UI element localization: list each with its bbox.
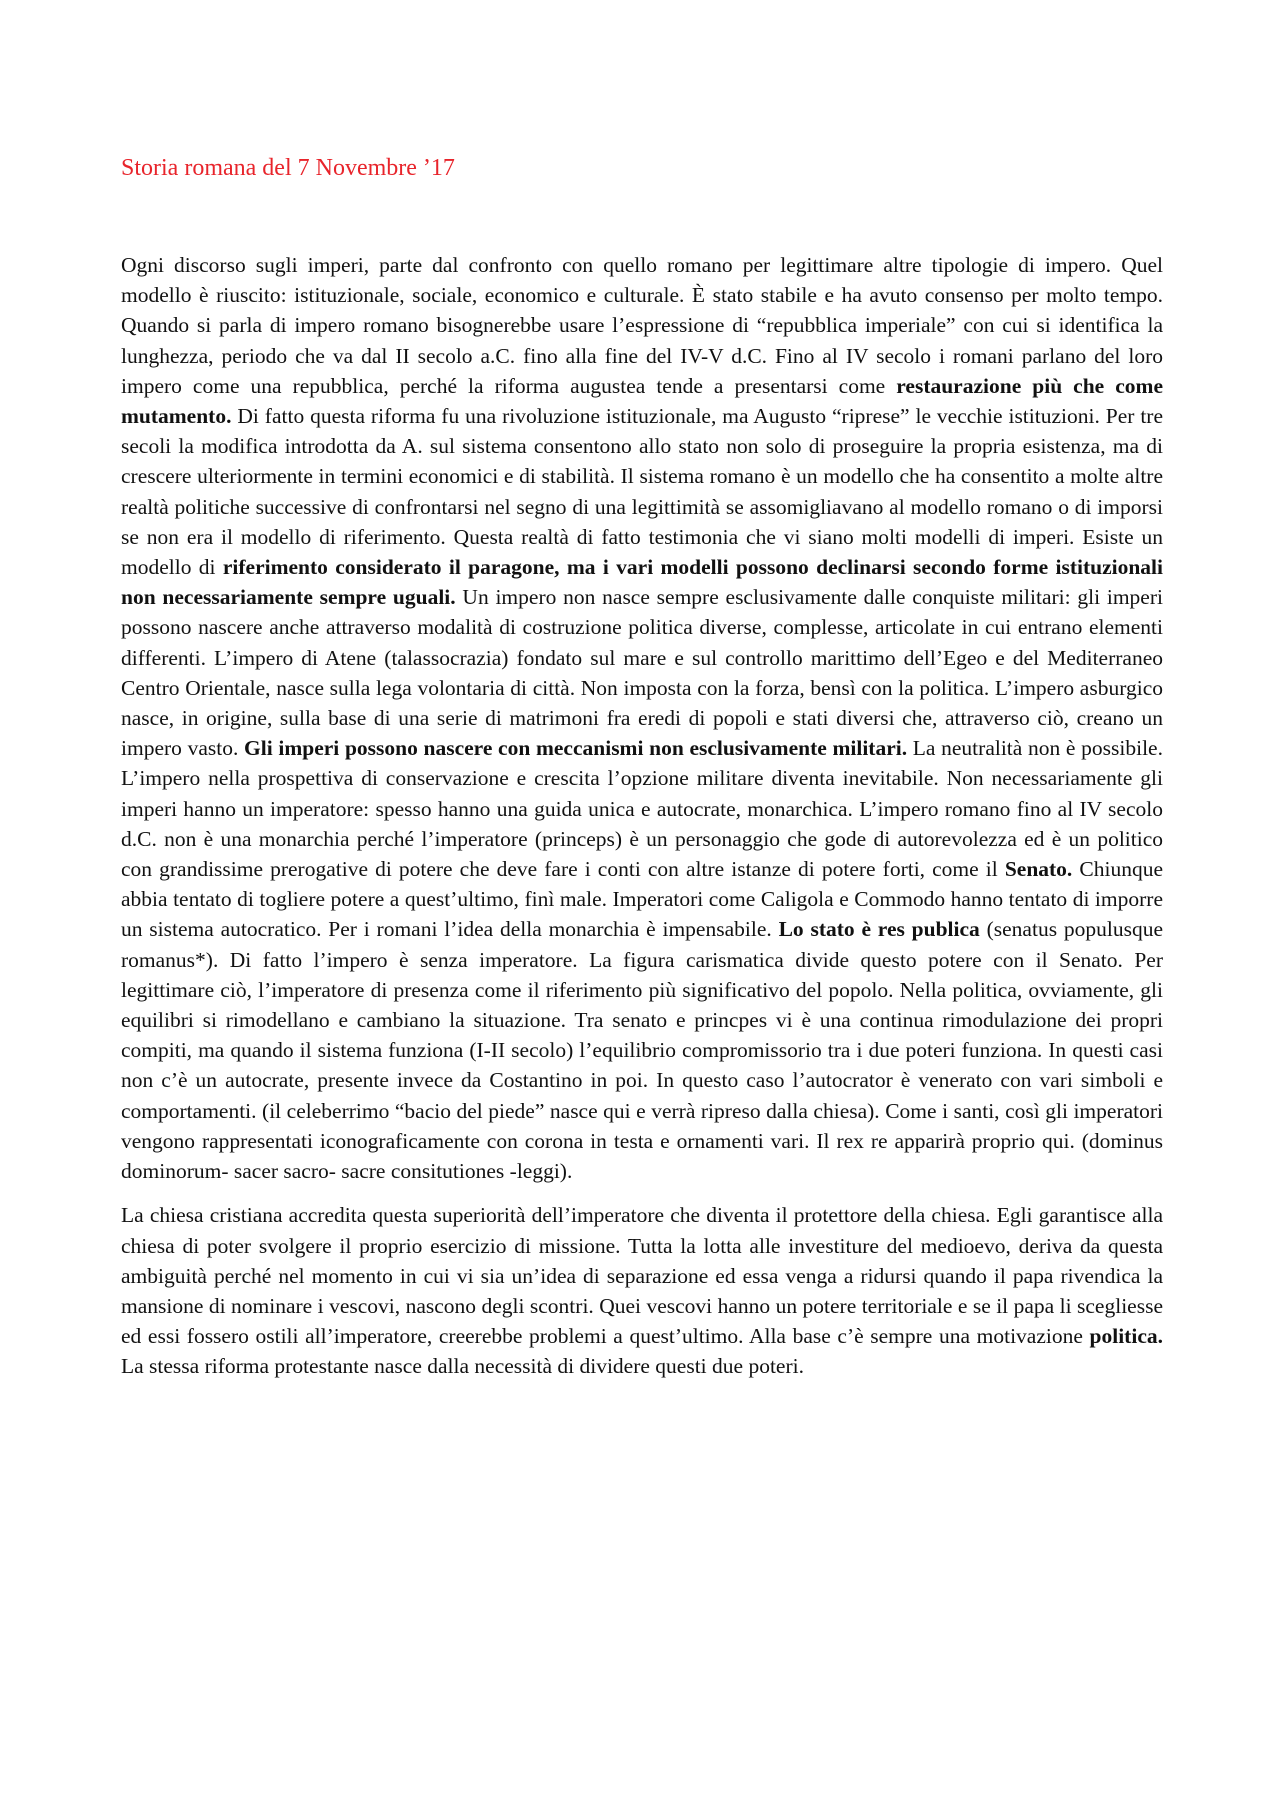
text-run: La stessa riforma protestante nasce dalla necessità di dividere questi due poteri.	[121, 1354, 804, 1379]
text-run: Chiunque abbia tentato di togliere potere a quest’ultimo, finì male. Imperatori come Caligola e Commodo hanno tentato di imporre un sistema autocratico. Per i romani l’idea della monarchia è impensabile.	[121, 857, 1164, 942]
bold-text-run: Senato.	[1004, 857, 1073, 882]
text-run: (senatus populusque romanus*). Di fatto l’impero è senza imperatore. La figura carismatica divide questo potere con il Senato. Per legittimare ciò, l’imperatore di presenza come il riferimento più significativo del popolo. Nella politica, ovviamente, gli equilibri si rimodellano e cambiano la situazione. Tra senato e princpes vi è una continua rimodulazione dei propri compiti, ma quando il sistema funziona (I-II secolo) l’equilibrio compromissorio tra i due poteri funziona. In questi casi non c’è un autocrate, presente invece da Costantino in poi. In questo caso l’autocrator è venerato con vari simboli e comportamenti. (il celeberrimo “bacio del piede” nasce qui e verrà ripreso dalla chiesa). Come i santi, così gli imperatori vengono rappresentati iconograficamente con corona in testa e ornamenti vari. Il rex re apparirà proprio qui. (dominus dominorum- sacer sacro- sacre consitutiones -leggi).	[121, 917, 1163, 1184]
bold-text-run: Lo stato è res publica	[778, 917, 980, 942]
paragraph	[121, 250, 1163, 1186]
text-run: La neutralità non è possibile. L’impero nella prospettiva di conservazione e crescita l’opzione militare diventa inevitabile. Non necessariamente gli imperi hanno un imperatore: spesso hanno una guida unica e autocrate, monarchica. L’impero romano fino al IV secolo d.C. non è una monarchia perché l’imperatore (princeps) è un personaggio che gode di autorevolezza ed è un politico con grandissime prerogative di potere che deve fare i conti con altre istanze di potere forti, come il	[121, 736, 1163, 882]
bold-text-run: politica.	[1089, 1324, 1163, 1349]
text-run: La chiesa cristiana accredita questa superiorità dell’imperatore che diventa il protettore della chiesa. Egli garantisce alla chiesa di poter svolgere il proprio esercizio di missione. Tutta la lotta alle investiture del medioevo, deriva da questa ambiguità perché nel momento in cui vi sia un’idea di separazione ed essa venga a ridursi quando il papa rivendica la mansione di nominare i vescovi, nascono degli scontri. Quei vescovi hanno un potere territoriale e se il papa li scegliesse ed essi fossero ostili all’imperatore, creerebbe problemi a quest’ultimo. Alla base c’è sempre una motivazione	[121, 1203, 1163, 1349]
text-run: Ogni discorso sugli imperi, parte dal confronto con quello romano per legittimare altre tipologie di impero. Quel modello è riuscito: istituzionale, sociale, economico e culturale. È stato stabile e ha avuto consenso per molto tempo. Quando si parla di impero romano bisognerebbe usare l’espressione di “repubblica imperiale” con cui si identifica la lunghezza, periodo che va dal II secolo a.C. fino alla fine del IV-V d.C. Fino al IV secolo i romani parlano del loro impero come una repubblica, perché la riforma augustea tende a presentarsi come	[121, 253, 1163, 398]
text-run: Di fatto questa riforma fu una rivoluzione istituzionale, ma Augusto “riprese” le vecchie istituzioni. Per tre secoli la modifica introdotta da A. sul sistema consentono allo stato non solo di proseguire la propria esistenza, ma di crescere ulteriormente in termini economici e di stabilità. Il sistema romano è un modello che ha consentito a molte altre realtà politiche successive di confrontarsi nel segno di una legittimità se assomigliavano al modello romano o di imporsi se non era il modello di riferimento. Questa realtà di fatto testimonia che vi siano molti modelli di imperi. Esiste un modello di	[121, 404, 1163, 580]
text-run: Un impero non nasce sempre esclusivamente dalle conquiste militari: gli imperi possono nascere anche attraverso modalità di costruzione politica diverse, complesse, articolate in cui entrano elementi differenti. L’impero di Atene (talassocrazia) fondato sul mare e sul controllo marittimo dell’Egeo e del Mediterraneo Centro Orientale, nasce sulla lega volontaria di città. Non imposta con la forza, bensì con la politica. L’impero asburgico nasce, in origine, sulla base di una serie di matrimoni fra eredi di popoli e stati diversi che, attraverso ciò, creano un impero vasto.	[121, 585, 1163, 761]
document-body	[121, 250, 1163, 1382]
bold-text-run: Gli imperi possono nascere con meccanismi non esclusivamente militari.	[244, 736, 908, 761]
bold-text-run: restaurazione più che come mutamento.	[121, 373, 1164, 429]
bold-text-run: riferimento considerato il paragone, ma i vari modelli possono declinarsi secondo forme istituzionali non necessariamente sempre uguali.	[121, 555, 1163, 610]
document-title: Storia romana del 7 Novembre ’17	[121, 155, 455, 181]
paragraph	[121, 1200, 1163, 1381]
